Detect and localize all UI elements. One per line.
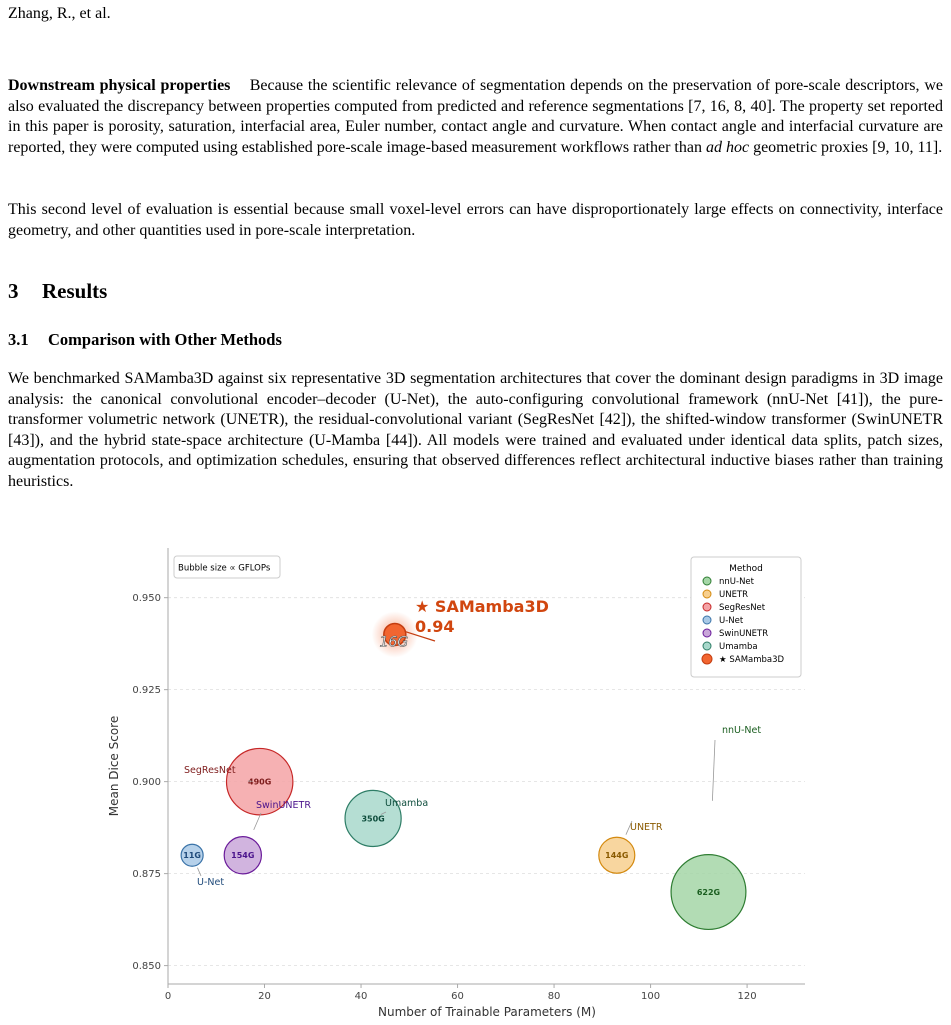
legend-marker	[703, 603, 711, 611]
callout-line	[197, 868, 201, 876]
bubble-samamba3d	[372, 597, 549, 658]
callout-line	[712, 740, 715, 801]
paragraph-italic: ad hoc	[705, 138, 750, 156]
bubble-name-label: SegResNet	[184, 765, 236, 776]
y-tick-label: 0.950	[132, 593, 161, 605]
bubble-gflops-label: 490G	[248, 777, 272, 787]
legend-marker	[703, 577, 711, 585]
x-tick-label: 60	[451, 991, 464, 1002]
y-tick-label: 0.875	[132, 869, 161, 881]
x-tick-label: 100	[641, 991, 661, 1002]
legend-label: Umamba	[719, 642, 758, 652]
legend-marker	[702, 654, 712, 664]
legend-label: SegResNet	[719, 603, 766, 613]
x-tick-label: 40	[354, 991, 368, 1002]
callout-line	[254, 813, 261, 830]
tick-labels	[132, 593, 756, 1002]
legend-label: ★ SAMamba3D	[719, 655, 785, 665]
running-header: Zhang, R., et al.	[8, 5, 111, 22]
paragraph-text-end: geometric proxies [9, 10, 11].	[753, 138, 943, 156]
paragraph-text: Because the scientific relevance of segmentation depends on the preservation of pore-scale descriptors, we also evaluated the discrepancy between properties computed from predicted and reference segmentations [7, 16, 8, 40]. The property set reported in this paper is porosity, saturation, interfacial area, Euler number, contact angle and curvature. When contact angle and interfacial curvature are reported, they were computed using established pore-scale image-based measurement workflows rather than	[8, 77, 944, 156]
legend	[691, 557, 801, 677]
x-tick-label: 0	[164, 991, 172, 1002]
bubble-gflops-label: 622G	[696, 888, 721, 898]
legend-label: SwinUNETR	[719, 629, 769, 639]
size-note-box	[174, 556, 280, 578]
bubbles	[181, 597, 761, 929]
bubble-gflops-label: 144G	[605, 851, 629, 861]
bubble-gflops-label: 154G	[231, 851, 255, 861]
paragraph-comparison: We benchmarked SAMamba3D against six representative 3D segmentation architectures that cover the dominant design paradigms in 3D image analysis: the canonical convolutional encoder–decoder (U-Net), the auto-configuring convolutional framework (nnU-Net [41]), the pure-transformer volumetric network (UNETR), the residual-convolutional variant (SegResNet [42]), the shifted-window transformer (SwinUNETR [43]), and the hybrid state-space architecture (U-Mamba [44]). All models were trained and evaluated under identical data splits, patch sizes, augmentation protocols, and optimization schedules, ensuring that observed differences reflect architectural inductive biases rather than training heuristics.	[8, 370, 943, 490]
legend-label: nnU-Net	[719, 577, 754, 587]
highlight-value-label: 0.94	[415, 617, 455, 636]
subsection-title: Comparison with Other Methods	[48, 330, 282, 349]
bubble-umamba	[345, 790, 428, 846]
legend-marker	[703, 629, 711, 637]
x-axis-label: Number of Trainable Parameters (M)	[378, 1005, 596, 1019]
y-tick-label: 0.925	[132, 685, 161, 697]
bubble-name-label: U-Net	[197, 877, 225, 888]
bubble-name-label: SwinUNETR	[256, 800, 311, 811]
bubble-name-label: Umamba	[385, 798, 429, 809]
y-axis-label: Mean Dice Score	[107, 715, 121, 817]
size-note-text: Bubble size ∝ GFLOPs	[178, 563, 271, 574]
bubble-nnu-net	[671, 725, 761, 929]
y-tick-label: 0.850	[132, 961, 161, 973]
bubble-name-label: nnU-Net	[722, 725, 762, 736]
bubble-name-label: UNETR	[630, 822, 663, 833]
legend-label: UNETR	[719, 590, 749, 600]
y-tick-label: 0.900	[132, 777, 161, 789]
section-number: 3	[8, 279, 19, 303]
x-tick-label: 120	[737, 991, 757, 1002]
x-tick-label: 20	[258, 991, 271, 1002]
bubble-gflops-label: 11G	[183, 851, 201, 861]
paragraph-heading: Downstream physical properties	[8, 77, 231, 94]
bubble-gflops-label: 16G	[379, 634, 409, 651]
bubble-u-net	[181, 844, 224, 888]
legend-marker	[703, 642, 711, 650]
highlight-name-label: ★ SAMamba3D	[415, 597, 549, 616]
subsection-number: 3.1	[8, 330, 29, 349]
paragraph-evaluation: This second level of evaluation is essential because small voxel-level errors can have disproportionately large effects on connectivity, interface geometry, and other quantities used in pore-scale interpretation.	[8, 201, 943, 239]
legend-marker	[703, 590, 711, 598]
x-tick-label: 80	[547, 991, 561, 1002]
legend-title: Method	[729, 564, 763, 574]
legend-label: U-Net	[719, 616, 744, 626]
legend-marker	[703, 616, 711, 624]
bubble-gflops-label: 350G	[361, 814, 385, 824]
bubble-unetr	[599, 821, 663, 873]
section-title: Results	[42, 279, 108, 303]
